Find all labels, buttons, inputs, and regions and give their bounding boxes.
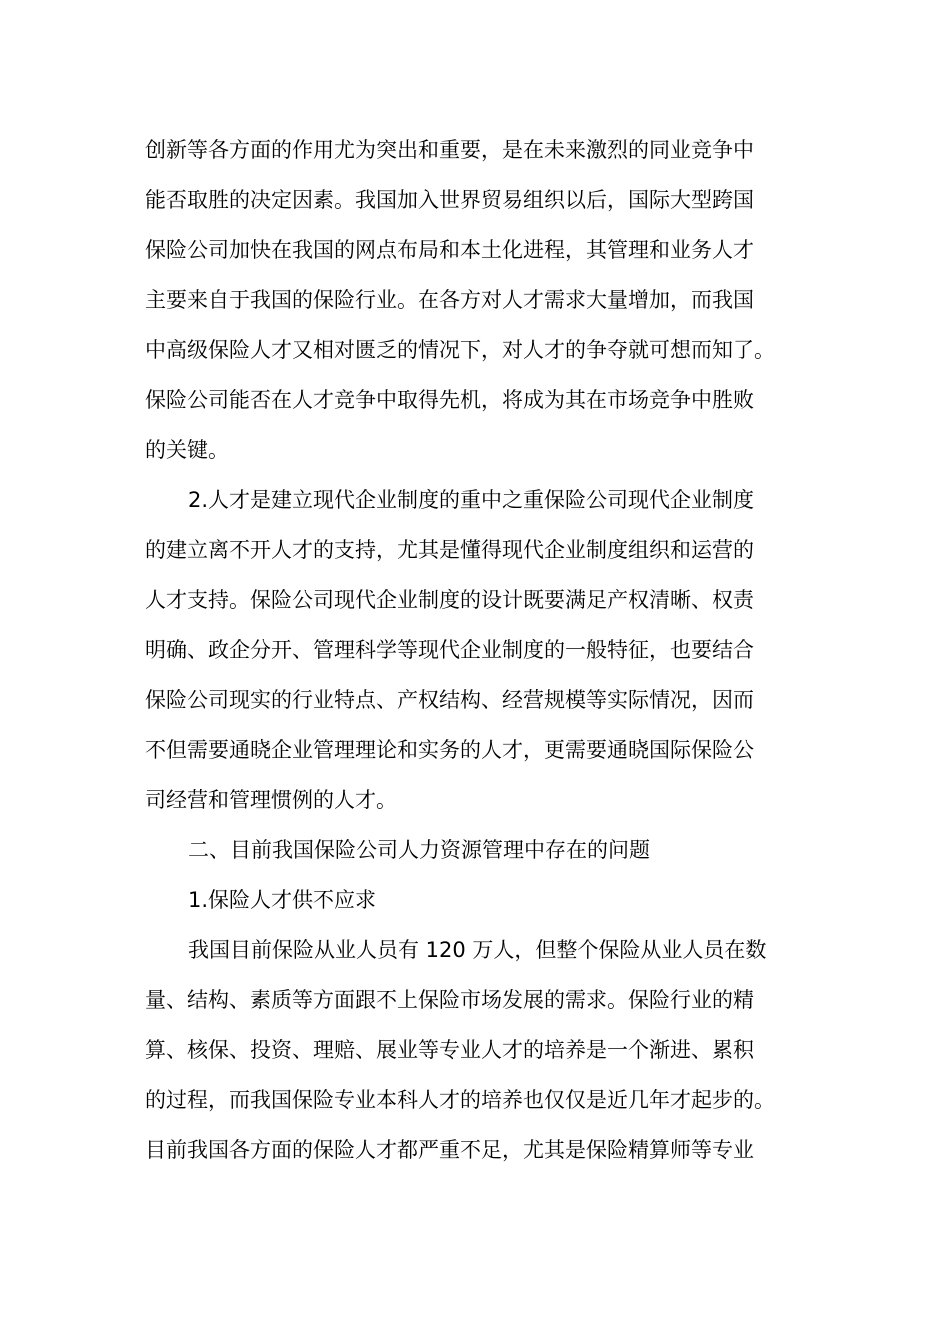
subsection-title: 1.保险人才供不应求 — [188, 888, 377, 912]
text-line: 保险公司加快在我国的网点布局和本土化进程，其管理和业务人才 — [145, 238, 754, 262]
text-line: 的建立离不开人才的支持，尤其是懂得现代企业制度组织和运营的 — [145, 538, 754, 562]
text-line: 的过程，而我国保险专业本科人才的培养也仅仅是近几年才起步的。 — [145, 1088, 775, 1112]
text-line: 司经营和管理惯例的人才。 — [145, 788, 397, 812]
text-line: 保险公司能否在人才竞争中取得先机，将成为其在市场竞争中胜败 — [145, 388, 754, 412]
text-line: 人才支持。保险公司现代企业制度的设计既要满足产权清晰、权责 — [145, 588, 754, 612]
text-line: 主要来自于我国的保险行业。在各方对人才需求大量增加，而我国 — [145, 288, 754, 312]
text-line: 我国目前保险从业人员有 120 万人，但整个保险从业人员在数 — [188, 938, 767, 962]
section-heading-2: 2.人才是建立现代企业制度的重中之重保险公司现代企业制度 — [188, 488, 755, 512]
text-line: 算、核保、投资、理赔、展业等专业人才的培养是一个渐进、累积 — [145, 1038, 754, 1062]
section-title: 二、目前我国保险公司人力资源管理中存在的问题 — [188, 838, 650, 862]
text-line: 不但需要通晓企业管理理论和实务的人才，更需要通晓国际保险公 — [145, 738, 754, 762]
text-line: 目前我国各方面的保险人才都严重不足，尤其是保险精算师等专业 — [145, 1138, 754, 1162]
text-line: 能否取胜的决定因素。我国加入世界贸易组织以后，国际大型跨国 — [145, 188, 754, 212]
text-line: 明确、政企分开、管理科学等现代企业制度的一般特征，也要结合 — [145, 638, 754, 662]
text-line: 量、结构、素质等方面跟不上保险市场发展的需求。保险行业的精 — [145, 988, 754, 1012]
text-line: 中高级保险人才又相对匮乏的情况下，对人才的争夺就可想而知了。 — [145, 338, 775, 362]
text-line: 创新等各方面的作用尤为突出和重要，是在未来激烈的同业竞争中 — [145, 138, 754, 162]
text-line: 的关键。 — [145, 438, 229, 462]
text-line: 保险公司现实的行业特点、产权结构、经营规模等实际情况，因而 — [145, 688, 754, 712]
